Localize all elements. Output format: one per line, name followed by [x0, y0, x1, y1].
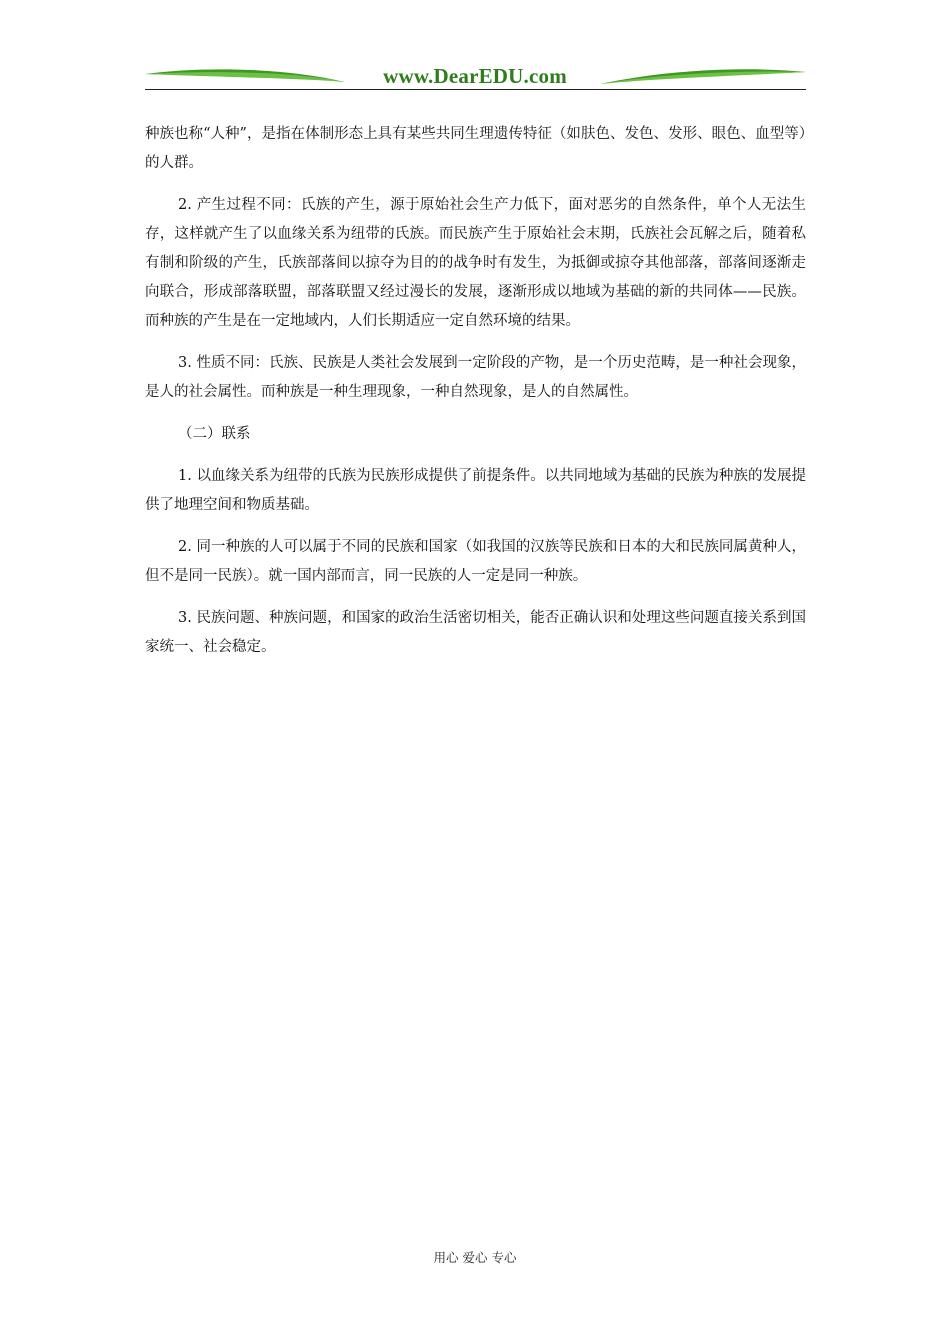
section-heading-connection: （二）联系: [178, 426, 251, 442]
paragraph-connection-3: 3. 民族问题、种族问题，和国家的政治生活密切相关，能否正确认识和处理这些问题直接关系到国家统一、社会稳定。: [145, 610, 806, 655]
paragraph-formation-process: 2. 产生过程不同：氏族的产生，源于原始社会生产力低下，面对恶劣的自然条件，单个人无法生存，这样就产生了以血缘关系为纽带的氏族。而民族产生于原始社会末期，氏族社会瓦解之后，随着私有制和阶级的产生，氏族部落间以掠夺为目的的战争时有发生，为抵御或掠夺其他部落，部落间逐渐走向联合，形成部落联盟，部落联盟又经过漫长的发展，逐渐形成以地域为基础的新的共同体——民族。而种族的产生是在一定地域内，人们长期适应一定自然环境的结果。: [145, 197, 806, 329]
page-header: [145, 62, 806, 92]
paragraph-connection-2: 2. 同一种族的人可以属于不同的民族和国家（如我国的汉族等民族和日本的大和民族同属黄种人，但不是同一民族）。就一国内部而言，同一民族的人一定是同一种族。: [145, 539, 806, 584]
paragraph-connection-1: 1. 以血缘关系为纽带的氏族为民族形成提供了前提条件。以共同地域为基础的民族为种族的发展提供了地理空间和物质基础。: [145, 468, 806, 513]
paragraph-nature-difference: 3. 性质不同：氏族、民族是人类社会发展到一定阶段的产物，是一个历史范畴，是一种社会现象，是人的社会属性。而种族是一种生理现象，一种自然现象，是人的自然属性。: [145, 355, 806, 400]
document-body: [145, 120, 806, 675]
page-footer: 用心 爱心 专心: [433, 1250, 517, 1265]
header-divider: [145, 89, 806, 90]
site-logo-text: www.DearEDU.com: [383, 64, 567, 88]
paragraph-race-definition: 种族也称“人种”，是指在体制形态上具有某些共同生理遗传特征（如肤色、发色、发形、眼色、血型等）的人群。: [145, 126, 806, 171]
